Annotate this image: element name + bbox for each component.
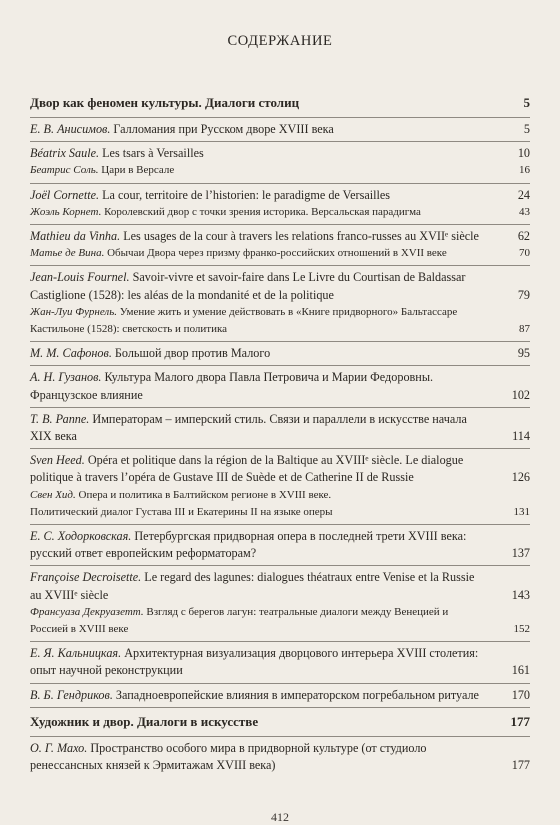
- toc-entry: [30, 407, 530, 448]
- toc-line-text: [30, 145, 204, 162]
- toc-author: Свен Хид.: [30, 488, 76, 501]
- toc-line: [30, 187, 530, 204]
- toc-page-number: 137: [511, 546, 530, 561]
- table-of-contents: [30, 93, 530, 777]
- toc-line-text: [30, 269, 485, 303]
- toc-title: Западноевропейские влияния в императорском погребальном ритуале: [112, 687, 479, 702]
- toc-line: [30, 121, 530, 138]
- toc-page-number: 177: [511, 758, 530, 773]
- page-title: СОДЕРЖАНИЕ: [227, 33, 333, 49]
- toc-line-text: [30, 604, 485, 638]
- toc-page-number: 79: [517, 287, 530, 302]
- toc-page-number: 16: [519, 164, 530, 177]
- toc-line-text: [30, 369, 485, 403]
- toc-line: [30, 245, 530, 262]
- toc-line: [30, 569, 530, 603]
- toc-title: Галломания при Русском дворе XVIII века: [110, 122, 334, 136]
- toc-line: [30, 204, 530, 221]
- toc-page-number: 5: [523, 122, 530, 136]
- toc-page-number: 143: [511, 587, 530, 602]
- toc-line-text: [30, 228, 479, 245]
- section-page: 5: [523, 95, 530, 110]
- toc-entry: [30, 365, 530, 406]
- toc-title: Opéra et politique dans la région de la Baltique au XVIIIᵉ siècle. Le dialogue politique à travers l’opéra de Gustave III de Suède et de Catherine II de Russie: [30, 453, 464, 485]
- toc-entry: [30, 524, 530, 565]
- toc-line: [30, 145, 530, 162]
- toc-line: [30, 452, 530, 486]
- toc-line: [30, 504, 530, 521]
- toc-line-text: [30, 204, 421, 221]
- toc-line: [30, 645, 530, 679]
- toc-line: [30, 269, 530, 303]
- toc-entry: [30, 141, 530, 182]
- toc-entry: [30, 341, 530, 365]
- toc-page-number: 102: [511, 387, 530, 402]
- toc-author: Sven Heed.: [30, 453, 85, 468]
- toc-title: Императорам – имперский стиль. Связи и параллели в искусстве начала XIX века: [30, 411, 467, 444]
- toc-author: Jean-Louis Fournel.: [30, 270, 130, 285]
- toc-page-number: 152: [513, 623, 530, 636]
- toc-author: Жоэль Корнет.: [30, 205, 102, 218]
- toc-author: А. Н. Гузанов.: [30, 370, 102, 385]
- toc-author: Е. В. Анисимов.: [30, 122, 111, 136]
- toc-line-text: [30, 121, 334, 138]
- toc-entry: [30, 117, 530, 141]
- toc-page-number: 10: [517, 146, 530, 161]
- section-heading: [30, 93, 530, 113]
- toc-page-number: 161: [511, 663, 530, 678]
- toc-line-text: [30, 740, 485, 774]
- toc-entry: [30, 565, 530, 641]
- toc-page-number: 87: [519, 323, 530, 336]
- section-title: Художник и двор. Диалоги в искусстве: [30, 713, 259, 729]
- toc-line-text: [30, 411, 485, 445]
- toc-line: [30, 487, 530, 504]
- toc-page-number: 62: [517, 229, 530, 244]
- toc-title: Пространство особого мира в придворной культуре (от студиоло ренессансных князей к Эрмитажам XVIII века): [30, 740, 427, 773]
- toc-title: Королевский двор с точки зрения историка. Версальская парадигма: [101, 205, 421, 218]
- toc-line-text: [30, 645, 485, 679]
- toc-page-number: 24: [517, 187, 530, 202]
- toc-title: Savoir-vivre et savoir-faire dans Le Livre du Courtisan de Baldassar Castiglione (1528): les aléas de la mondanité et de la politique: [30, 270, 466, 302]
- toc-title: Le regard des lagunes: dialogues théatraux entre Venise et la Russie au XVIIIᵉ siècle: [30, 570, 475, 602]
- toc-line-text: [30, 569, 485, 603]
- toc-title: Большой двор против Малого: [111, 346, 271, 361]
- toc-line-text: [30, 687, 479, 704]
- toc-title: Петербургская придворная опера в последней трети XVIII века: русский ответ европейским реформаторам?: [30, 529, 467, 561]
- toc-line-text: [30, 245, 447, 262]
- toc-line: [30, 228, 530, 245]
- toc-line-text: [30, 162, 174, 179]
- section-page: 177: [510, 713, 530, 729]
- toc-title: Опера и политика в Балтийском регионе в XVIII веке.: [75, 488, 332, 501]
- toc-author: Béatrix Saule.: [30, 146, 100, 161]
- toc-line: [30, 345, 530, 362]
- toc-author: Е. С. Ходорковская.: [30, 529, 132, 544]
- page-number: 412: [271, 810, 289, 824]
- toc-title: Цари в Версале: [98, 164, 175, 177]
- toc-page-number: 43: [519, 205, 530, 218]
- toc-page-number: 170: [511, 687, 530, 702]
- section-title: Двор как феномен культуры. Диалоги столиц: [30, 95, 300, 110]
- toc-page-number: 131: [513, 505, 530, 518]
- toc-author: Матье де Вина.: [30, 247, 105, 260]
- toc-line-text: [30, 528, 485, 562]
- toc-line-text: [30, 304, 485, 338]
- toc-page-number: 126: [511, 470, 530, 485]
- toc-author: Франсуаза Декруазетт.: [30, 605, 144, 618]
- toc-page-number: 114: [512, 429, 530, 444]
- toc-line: [30, 304, 530, 338]
- toc-line: [30, 528, 530, 562]
- toc-page-number: 70: [519, 247, 530, 260]
- toc-title: Les tsars à Versailles: [99, 146, 204, 161]
- toc-page-number: 95: [517, 346, 530, 361]
- toc-author: Беатрис Соль.: [30, 164, 99, 177]
- toc-author: М. М. Сафонов.: [30, 346, 112, 361]
- toc-line: [30, 369, 530, 403]
- toc-entry: [30, 736, 530, 777]
- toc-entry: [30, 683, 530, 707]
- toc-line-text: [30, 452, 485, 486]
- toc-author: Е. Я. Кальницкая.: [30, 646, 122, 661]
- toc-title: Умение жить и умение действовать в «Книге придворного» Бальтассаре Кастильоне (1528): светскость и политика: [30, 305, 458, 336]
- toc-entry: [30, 183, 530, 224]
- toc-entry: [30, 448, 530, 524]
- toc-title: Политический диалог Густава III и Екатерины II на языке оперы: [30, 505, 333, 518]
- toc-author: Mathieu da Vinha.: [30, 229, 121, 244]
- toc-author: В. Б. Гендриков.: [30, 687, 113, 702]
- toc-line: [30, 604, 530, 638]
- toc-entry: [30, 641, 530, 682]
- toc-line-text: [30, 504, 333, 521]
- toc-author: О. Г. Махо.: [30, 740, 88, 755]
- toc-author: Joël Cornette.: [30, 187, 100, 202]
- toc-line-text: [30, 487, 331, 504]
- section-heading: [30, 707, 530, 732]
- toc-line-text: [30, 187, 390, 204]
- toc-title: Обычаи Двора через призму франко-российских отношений в XVII веке: [104, 247, 447, 260]
- toc-line: [30, 687, 530, 704]
- toc-author: Т. В. Раппе.: [30, 411, 90, 426]
- toc-author: Жан-Луи Фурнель.: [30, 305, 117, 318]
- toc-title: Архитектурная визуализация дворцового интерьера XVIII столетия: опыт научной реконструкции: [30, 646, 479, 678]
- toc-author: Françoise Decroisette.: [30, 570, 142, 585]
- toc-entry: [30, 265, 530, 341]
- toc-entry: [30, 224, 530, 265]
- toc-line: [30, 740, 530, 774]
- toc-line: [30, 411, 530, 445]
- toc-title: La cour, territoire de l’historien: le paradigme de Versailles: [99, 187, 391, 202]
- toc-title: Взгляд с берегов лагун: театральные диалоги между Венецией и Россией в XVIII веке: [30, 605, 449, 636]
- toc-line-text: [30, 345, 270, 362]
- toc-title: Les usages de la cour à travers les relations franco-russes au XVIIᵉ siècle: [120, 229, 479, 244]
- toc-title: Культура Малого двора Павла Петровича и Марии Федоровны. Французское влияние: [30, 370, 434, 402]
- toc-line: [30, 162, 530, 179]
